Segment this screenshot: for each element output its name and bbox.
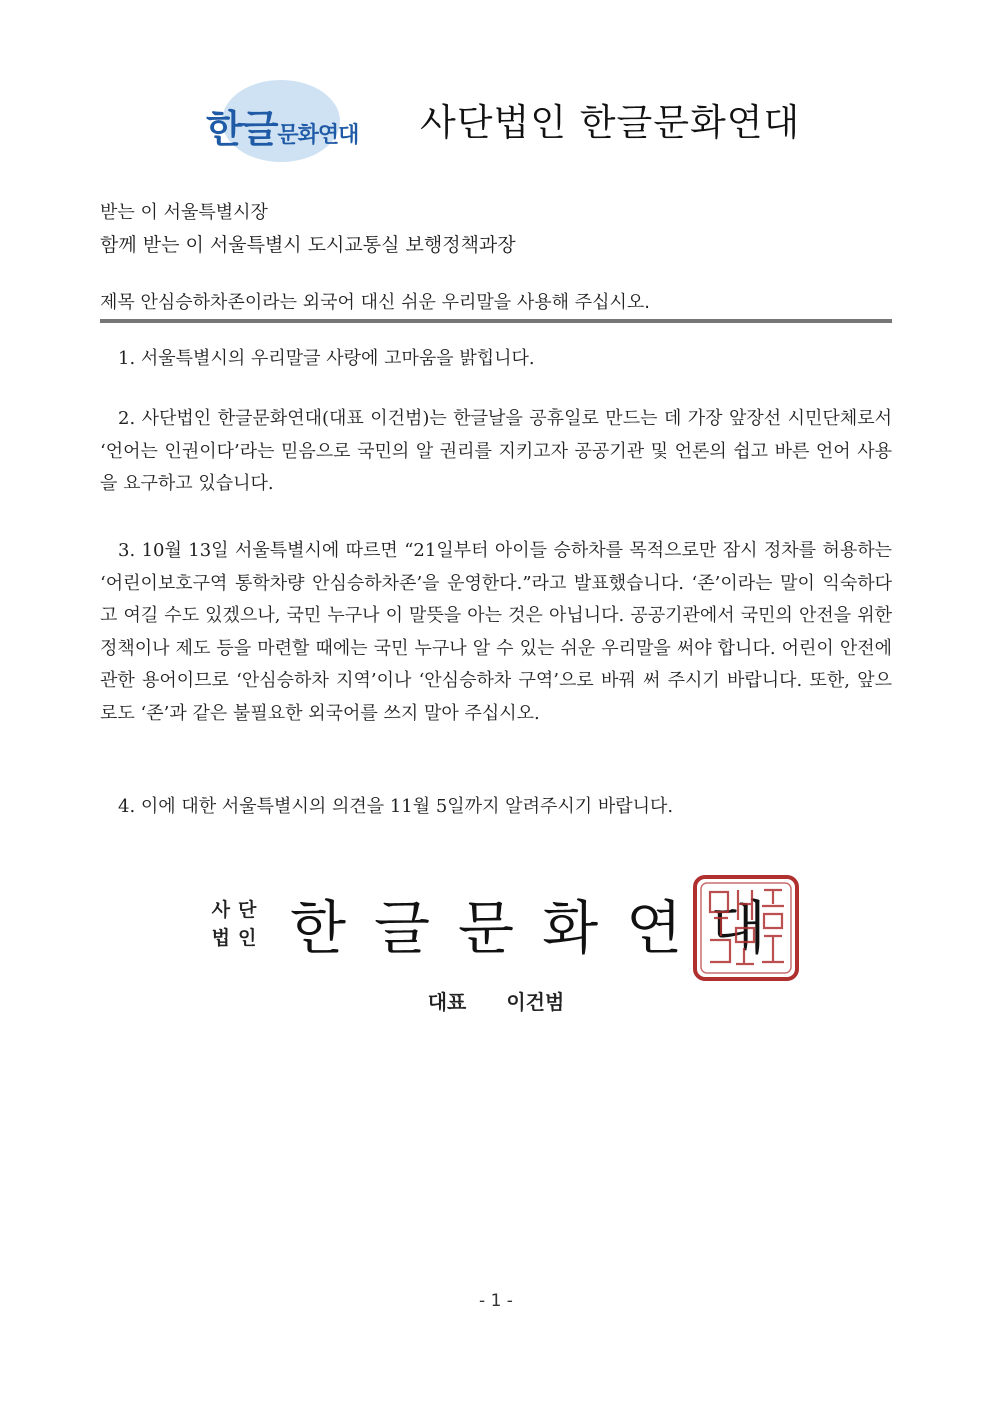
divider-rule xyxy=(100,319,892,323)
recipient-to: 받는 이 서울특별시장 xyxy=(100,202,268,223)
org-logo xyxy=(200,76,400,166)
signature-prefix-line1: 사단 xyxy=(211,899,265,921)
signature-prefix xyxy=(208,896,268,952)
signature-prefix-line2: 법인 xyxy=(211,927,265,949)
logo-wordmark xyxy=(206,98,358,153)
recipient-cc: 함께 받는 이 서울특별시 도시교통실 보행정책과장 xyxy=(100,234,516,256)
representative-name: 이건범 xyxy=(506,990,565,1014)
body-paragraph-3: 3. 10월 13일 서울특별시에 따르면 “21일부터 아이들 승하차를 목적으로만 잠시 정차를 허용하는 ‘어린이보호구역 통학차량 안심승하차존’을 운영한다.”라고 발표했습니다. ‘존’이라는 말이 익숙하다고 여길 수도 있겠으나, 국민 누구나 이 말뜻을 아는 것은 아닙니다. 공공기관에서 국민의 안전을 위한 정책이나 제도 등을 마련할 때에는 국민 누구나 알 수 있는 쉬운 우리말을 써야 합니다. 어린이 안전에 관한 용어이므로 ‘안심승하차 지역’이나 ‘안심승하차 구역’으로 바꿔 써 주시기 바랍니다. 또한, 앞으로도 ‘존’과 같은 불필요한 외국어를 쓰지 말아 주십시오. xyxy=(100,540,892,724)
page-number: - 1 - xyxy=(479,1291,513,1311)
org-title: 사단법인 한글문화연대 xyxy=(420,101,801,144)
representative-line xyxy=(0,986,992,1015)
seal-glyphs xyxy=(710,890,784,964)
subject-line: 제목 안심승하차존이라는 외국어 대신 쉬운 우리말을 사용해 주십시오. xyxy=(100,292,651,313)
body-paragraph-1: 1. 서울특별시의 우리말글 사랑에 고마움을 밝힙니다. xyxy=(118,348,535,369)
representative-title: 대표 xyxy=(427,990,467,1014)
official-seal-stamp xyxy=(692,874,800,982)
signature-org-name: 한글문화연대 xyxy=(290,894,795,962)
logo-text-big: 한글 xyxy=(206,107,278,151)
letterhead xyxy=(200,76,800,166)
body-paragraph-2: 2. 사단법인 한글문화연대(대표 이건범)는 한글날을 공휴일로 만드는 데 가장 앞장선 시민단체로서 ‘언어는 인권이다’라는 믿음으로 국민의 알 권리를 지키고자 공공기관 및 언론의 쉽고 바른 언어 사용을 요구하고 있습니다. xyxy=(100,408,892,494)
logo-text-small: 문화연대 xyxy=(277,123,359,148)
body-paragraph-4: 4. 이에 대한 서울특별시의 의견을 11월 5일까지 알려주시기 바랍니다. xyxy=(118,796,674,817)
